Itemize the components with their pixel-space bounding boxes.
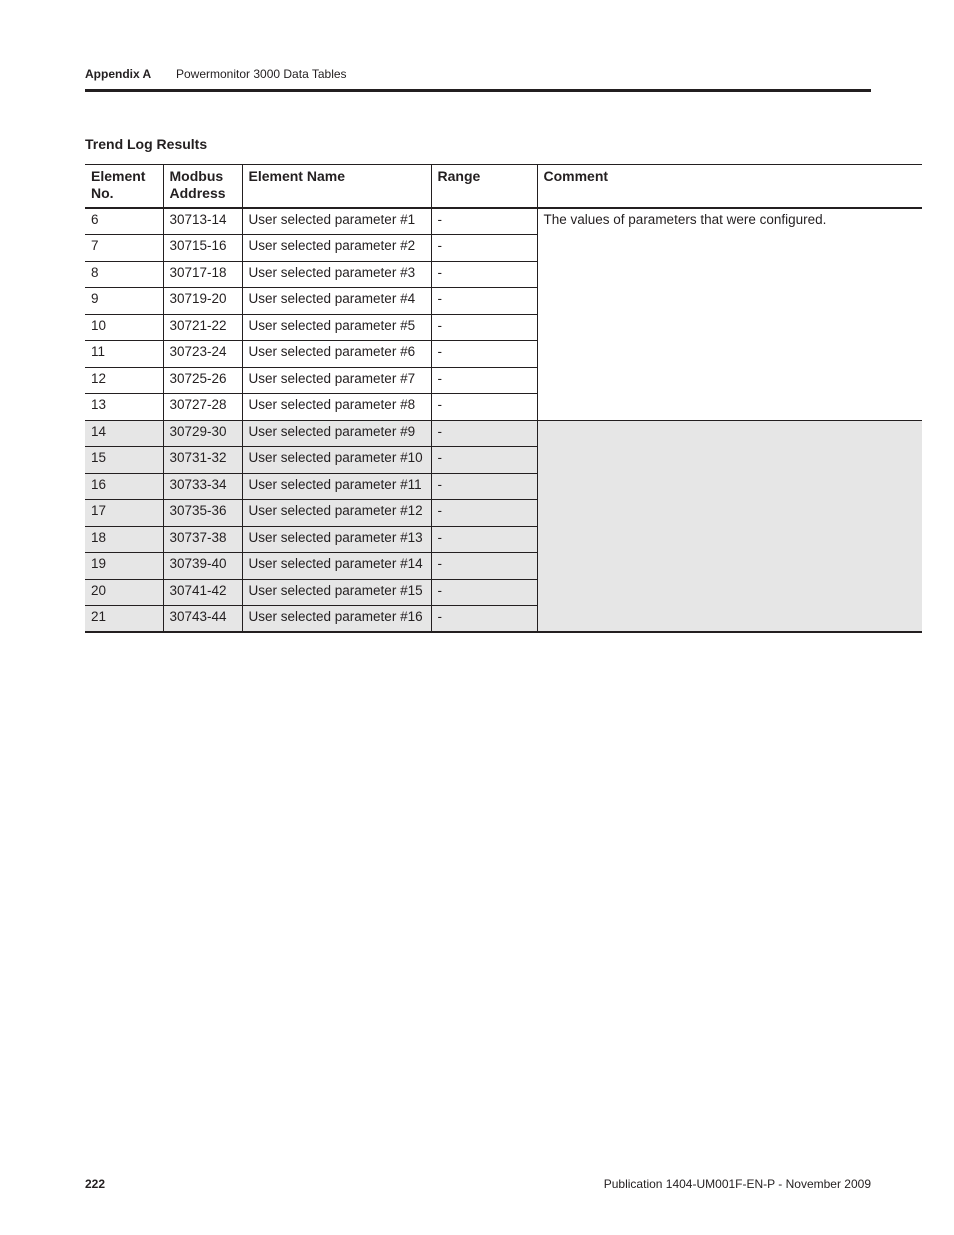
cell-range: - (431, 261, 537, 288)
cell-element-name: User selected parameter #16 (242, 606, 431, 633)
cell-element-no: 18 (85, 526, 163, 553)
cell-element-name: User selected parameter #9 (242, 420, 431, 447)
cell-element-name: User selected parameter #15 (242, 579, 431, 606)
column-header-range: Range (431, 165, 537, 209)
cell-element-no: 7 (85, 235, 163, 262)
cell-range: - (431, 208, 537, 235)
cell-modbus-address: 30733-34 (163, 473, 242, 500)
cell-element-no: 16 (85, 473, 163, 500)
cell-element-name: User selected parameter #14 (242, 553, 431, 580)
column-header-comment: Comment (537, 165, 922, 209)
cell-range: - (431, 447, 537, 474)
page-number: 222 (85, 1177, 106, 1191)
cell-modbus-address: 30717-18 (163, 261, 242, 288)
cell-range: - (431, 314, 537, 341)
cell-modbus-address: 30741-42 (163, 579, 242, 606)
table-header-row (85, 165, 922, 209)
cell-comment: The values of parameters that were configured. (537, 208, 922, 420)
cell-element-name: User selected parameter #13 (242, 526, 431, 553)
cell-range: - (431, 500, 537, 527)
cell-element-no: 17 (85, 500, 163, 527)
cell-element-no: 14 (85, 420, 163, 447)
cell-modbus-address: 30743-44 (163, 606, 242, 633)
cell-modbus-address: 30729-30 (163, 420, 242, 447)
cell-modbus-address: 30731-32 (163, 447, 242, 474)
publication-info: Publication 1404-UM001F-EN-P - November 2009 (603, 1177, 871, 1191)
cell-element-no: 6 (85, 208, 163, 235)
cell-modbus-address: 30715-16 (163, 235, 242, 262)
cell-modbus-address: 30735-36 (163, 500, 242, 527)
cell-element-no: 8 (85, 261, 163, 288)
cell-element-name: User selected parameter #7 (242, 367, 431, 394)
page-header (85, 66, 871, 82)
cell-element-name: User selected parameter #10 (242, 447, 431, 474)
cell-range: - (431, 606, 537, 633)
cell-range: - (431, 420, 537, 447)
column-header-element-no: Element No. (85, 165, 163, 209)
appendix-label: Appendix A (85, 67, 152, 81)
cell-modbus-address: 30721-22 (163, 314, 242, 341)
cell-element-no: 15 (85, 447, 163, 474)
table-row (85, 420, 922, 447)
table-row (85, 208, 922, 235)
cell-range: - (431, 367, 537, 394)
cell-comment (537, 420, 922, 632)
header-rule (85, 89, 871, 92)
cell-modbus-address: 30739-40 (163, 553, 242, 580)
cell-range: - (431, 473, 537, 500)
cell-element-no: 20 (85, 579, 163, 606)
cell-range: - (431, 341, 537, 368)
cell-range: - (431, 288, 537, 315)
cell-range: - (431, 235, 537, 262)
cell-modbus-address: 30713-14 (163, 208, 242, 235)
cell-range: - (431, 394, 537, 421)
cell-element-name: User selected parameter #4 (242, 288, 431, 315)
cell-element-name: User selected parameter #12 (242, 500, 431, 527)
cell-element-no: 10 (85, 314, 163, 341)
cell-modbus-address: 30719-20 (163, 288, 242, 315)
cell-modbus-address: 30737-38 (163, 526, 242, 553)
cell-element-no: 19 (85, 553, 163, 580)
cell-element-name: User selected parameter #3 (242, 261, 431, 288)
table-title: Trend Log Results (85, 136, 208, 152)
cell-element-name: User selected parameter #1 (242, 208, 431, 235)
cell-element-name: User selected parameter #8 (242, 394, 431, 421)
cell-element-name: User selected parameter #5 (242, 314, 431, 341)
cell-element-no: 9 (85, 288, 163, 315)
cell-element-no: 11 (85, 341, 163, 368)
column-header-element-name: Element Name (242, 165, 431, 209)
cell-element-no: 13 (85, 394, 163, 421)
cell-element-no: 12 (85, 367, 163, 394)
column-header-modbus-address: Modbus Address (163, 165, 242, 209)
cell-modbus-address: 30727-28 (163, 394, 242, 421)
cell-modbus-address: 30725-26 (163, 367, 242, 394)
cell-modbus-address: 30723-24 (163, 341, 242, 368)
cell-element-name: User selected parameter #6 (242, 341, 431, 368)
cell-range: - (431, 526, 537, 553)
header-title: Powermonitor 3000 Data Tables (176, 67, 347, 81)
cell-range: - (431, 579, 537, 606)
cell-element-name: User selected parameter #2 (242, 235, 431, 262)
cell-element-no: 21 (85, 606, 163, 633)
trend-log-results-table (85, 164, 922, 633)
cell-element-name: User selected parameter #11 (242, 473, 431, 500)
cell-range: - (431, 553, 537, 580)
